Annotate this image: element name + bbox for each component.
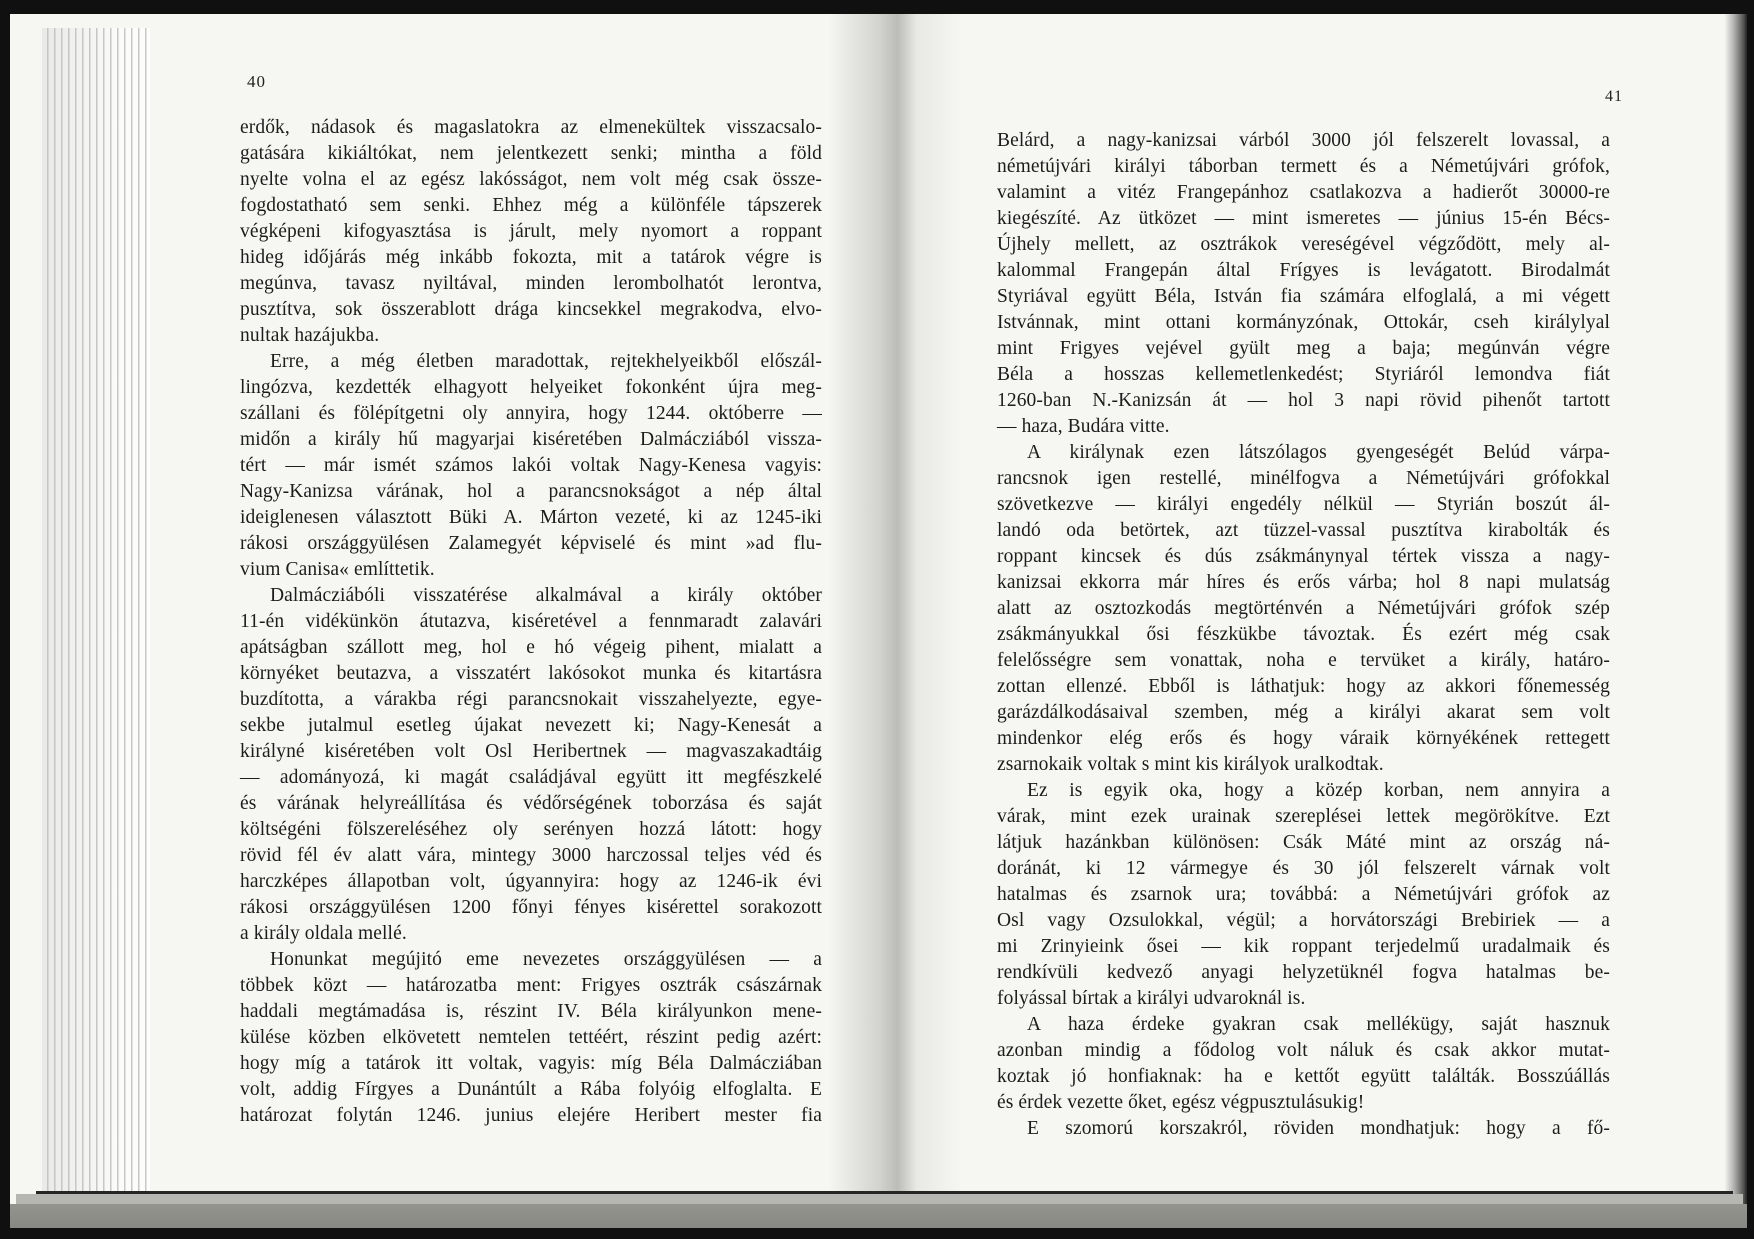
book-bottom-edge-dark	[10, 1204, 1747, 1228]
text-line: szállani és fölépítgetni oly annyira, hogy 1244. októberre —	[240, 403, 822, 424]
text-line: midőn a király hű magyarjai kiséretében Dalmácziából vissza-	[240, 429, 822, 450]
text-line: Nagy-Kanizsa várának, hol a parancsnokságot a nép által	[240, 481, 822, 502]
text-line: költségéni fölszereléséhez oly serényen hozzá látott: hogy	[240, 819, 822, 840]
paragraph	[997, 128, 1610, 440]
paragraph	[997, 440, 1610, 778]
text-line: rákosi országgyülésen Zalamegyét képviselé és mint »ad flu-	[240, 533, 822, 554]
text-line: volt, addig Fírgyes a Dunántúlt a Rába folyóig elfoglalta. E	[240, 1079, 822, 1100]
text-line: nultak hazájukba.	[240, 325, 380, 346]
text-line: nyelte volna el az egész lakósságot, nem volt még csak össze-	[240, 169, 822, 190]
text-line: 1260-ban N.-Kanizsán át — hol 3 napi rövid pihenőt tartott	[997, 390, 1610, 411]
text-line: Béla a hosszas kellemetlenkedést; Styriáról lemondva fiát	[997, 364, 1610, 385]
text-line: felelősségre sem vonattak, noha e tervüket a király, határo-	[997, 650, 1610, 671]
text-line: vium Canisa« említtetik.	[240, 559, 435, 580]
text-line: hogy míg a tatárok itt voltak, vagyis: míg Béla Dalmácziában	[240, 1053, 822, 1074]
text-line: Ez is egyik oka, hogy a közép korban, nem annyira a	[1027, 780, 1610, 801]
text-line: 11-én vidékünkön átutazva, kiséretével a fennmaradt zalavári	[240, 611, 822, 632]
text-line: rövid fél év alatt vára, mintegy 3000 harczossal teljes véd és	[240, 845, 822, 866]
text-line: Újhely mellett, az osztrákok vereségével végződött, mely al-	[997, 234, 1610, 255]
text-line: Honunkat megújitó eme nevezetes országgyülésen — a	[270, 949, 822, 970]
page-number-left: 40	[247, 72, 266, 91]
text-line: várak, mint ezek urainak szereplései lettek megörökítve. Ezt	[997, 806, 1610, 827]
text-line: roppant kincsek és dús zsákmánynyal tértek vissza a nagy-	[997, 546, 1610, 567]
paragraph	[997, 1012, 1610, 1116]
text-line: többek közt — határozatba ment: Frigyes osztrák császárnak	[240, 975, 822, 996]
text-line: azonban mindig a fődolog volt náluk és csak akkor mutat-	[997, 1040, 1610, 1061]
text-line: harczképes állapotban volt, úgyannyira: hogy az 1246-ik évi	[240, 871, 822, 892]
page-stack-edges	[42, 28, 150, 1198]
text-line: rákosi országgyülésen 1200 főnyi fényes kisérettel sorakozott	[240, 897, 822, 918]
text-line: gatására kikiáltókat, nem jelentkezett senki; mintha a föld	[240, 143, 822, 164]
text-line: a király oldala mellé.	[240, 923, 407, 944]
book-cover-edge-right	[1725, 14, 1747, 1204]
paragraph	[240, 947, 822, 1129]
book-spread	[10, 14, 1747, 1228]
text-line: kalommal Frangepán által Frígyes is levágatott. Birodalmát	[997, 260, 1610, 281]
page-number-right: 41	[1605, 88, 1623, 105]
text-line: fogdostatható sem senki. Ehhez még a különféle tápszerek	[240, 195, 822, 216]
text-line: koztak jó honfiaknak: ha e kettőt együtt találták. Bosszúállás	[997, 1066, 1610, 1087]
book-bottom-edge-light	[16, 1194, 1743, 1204]
text-line: buzdította, a várakba régi parancsnokait visszahelyezte, egye-	[240, 689, 822, 710]
text-line: garázdálkodásaival szemben, még a királyi akarat sem volt	[997, 702, 1610, 723]
text-line: lingózva, kezdették elhagyott helyeiket fokonként újra meg-	[240, 377, 822, 398]
text-line: pusztítva, sok összerablott drága kincsekkel megrakodva, elvo-	[240, 299, 822, 320]
text-line: és várának helyreállítása és védőrségének toborzása és saját	[240, 793, 822, 814]
paragraph	[240, 349, 822, 583]
paragraph	[240, 115, 822, 349]
text-line: A királynak ezen látszólagos gyengeségét Belúd várpa-	[1027, 442, 1610, 463]
text-line: E szomorú korszakról, röviden mondhatjuk: hogy a fő-	[1027, 1118, 1610, 1139]
text-line: környéket beutazva, a visszatért lakósokot munka és kitartásra	[240, 663, 822, 684]
text-line: rancsnok igen restellé, minélfogva a Németújvári grófokkal	[997, 468, 1610, 489]
text-line: Osl vagy Ozsulokkal, végül; a horvátországi Brebiriek — a	[997, 910, 1610, 931]
text-line: látjuk hazánkban különösen: Csák Máté mint az ország ná-	[997, 832, 1610, 853]
text-line: szövetkezve — királyi engedély nélkül — Styrián boszút ál-	[997, 494, 1610, 515]
paragraph	[240, 583, 822, 947]
text-line: sekbe jutalmul esetleg újakat nevezett ki; Nagy-Kenesát a	[240, 715, 822, 736]
text-line: — adományozá, ki magát családjával együtt itt megfészkelé	[240, 767, 822, 788]
text-line: valamint a vitéz Frangepánhoz csatlakozva a hadierőt 30000-re	[997, 182, 1610, 203]
text-line: haddali megtámadása is, részint IV. Béla királyunkon mene-	[240, 1001, 822, 1022]
text-line: hideg időjárás még inkább fokozta, mit a tatárok végre is	[240, 247, 822, 268]
book-gutter-shadow	[828, 14, 962, 1198]
text-line: határozat folytán 1246. junius elejére Heribert mester fia	[240, 1105, 822, 1126]
text-line: mi Zrinyieink ősei — kik roppant terjedelmű uradalmaik és	[997, 936, 1610, 957]
text-line: folyással bírtak a királyi udvaroknál is.	[997, 988, 1306, 1009]
text-line: zsákmányukkal ősi fészkükbe távoztak. És ezért még csak	[997, 624, 1610, 645]
text-line: apátságban szállott meg, hol e hó végeig pihent, mialatt a	[240, 637, 822, 658]
text-line: Dalmácziábóli visszatérése alkalmával a király október	[270, 585, 822, 606]
text-line: ideiglenesen választott Büki A. Márton vezeté, ki az 1245-iki	[240, 507, 822, 528]
text-line: végképeni kifogyasztása is járult, mely nyomort a roppant	[240, 221, 822, 242]
text-line: erdők, nádasok és magaslatokra az elmenekültek visszacsalo-	[240, 117, 822, 138]
text-line: hatalmas és zsarnok ura; továbbá: a Németújvári grófok az	[997, 884, 1610, 905]
paragraph	[997, 778, 1610, 1012]
right-page-text	[997, 128, 1610, 1142]
text-line: A haza érdeke gyakran csak mellékügy, saját hasznuk	[1027, 1014, 1610, 1035]
book-cover-edge-left	[10, 20, 42, 1204]
left-page	[150, 14, 850, 1194]
text-line: mint Frigyes vejével gyült meg a baja; megúnván végre	[997, 338, 1610, 359]
left-page-text	[240, 115, 822, 1129]
text-line: királyné kiséretében volt Osl Heribertnek — magvaszakadtáig	[240, 741, 822, 762]
text-line: megúnva, tavasz nyiltával, minden lerombolhatót lerontva,	[240, 273, 822, 294]
text-line: rendkívüli kedvező anyagi helyzetüknél fogva hatalmas be-	[997, 962, 1610, 983]
text-line: és érdek vezette őket, egész végpusztulásukig!	[997, 1092, 1365, 1113]
text-line: zottan ellenzé. Ebből is láthatjuk: hogy az akkori főnemesség	[997, 676, 1610, 697]
text-line: Belárd, a nagy-kanizsai várból 3000 jól felszerelt lovassal, a	[997, 130, 1610, 151]
text-line: landó oda betörtek, azt tüzzel-vassal pusztítva kirabolták és	[997, 520, 1610, 541]
paragraph	[997, 1116, 1610, 1142]
text-line: Styriával együtt Béla, István fia számára elfoglalá, a mi végett	[997, 286, 1610, 307]
text-line: Istvánnak, mint ottani kormányzónak, Ottokár, cseh királylyal	[997, 312, 1610, 333]
text-line: Erre, a még életben maradottak, rejtekhelyeikből előszál-	[270, 351, 822, 372]
text-line: külése közben elkövetett nemtelen tettéért, részint pedig azért:	[240, 1027, 822, 1048]
right-page	[960, 14, 1640, 1194]
text-line: kanizsai ekkorra már híres és erős várba; hol 8 napi mulatság	[997, 572, 1610, 593]
text-line: mindenkor elég erős és hogy váraik környékének rettegett	[997, 728, 1610, 749]
text-line: doránát, ki 12 vármegye és 30 jól felszerelt várnak volt	[997, 858, 1610, 879]
text-line: zsarnokaik voltak s mint kis királyok uralkodtak.	[997, 754, 1384, 775]
text-line: németújvári királyi táborban termett és a Németújvári grófok,	[997, 156, 1610, 177]
text-line: — haza, Budára vitte.	[997, 416, 1170, 437]
text-line: alatt az osztozkodás megtörténvén a Németújvári grófok szép	[997, 598, 1610, 619]
text-line: kiegészíté. Az ütközet — mint ismeretes — június 15-én Bécs-	[997, 208, 1610, 229]
text-line: tért — már ismét számos lakói voltak Nagy-Kenesa vagyis:	[240, 455, 822, 476]
